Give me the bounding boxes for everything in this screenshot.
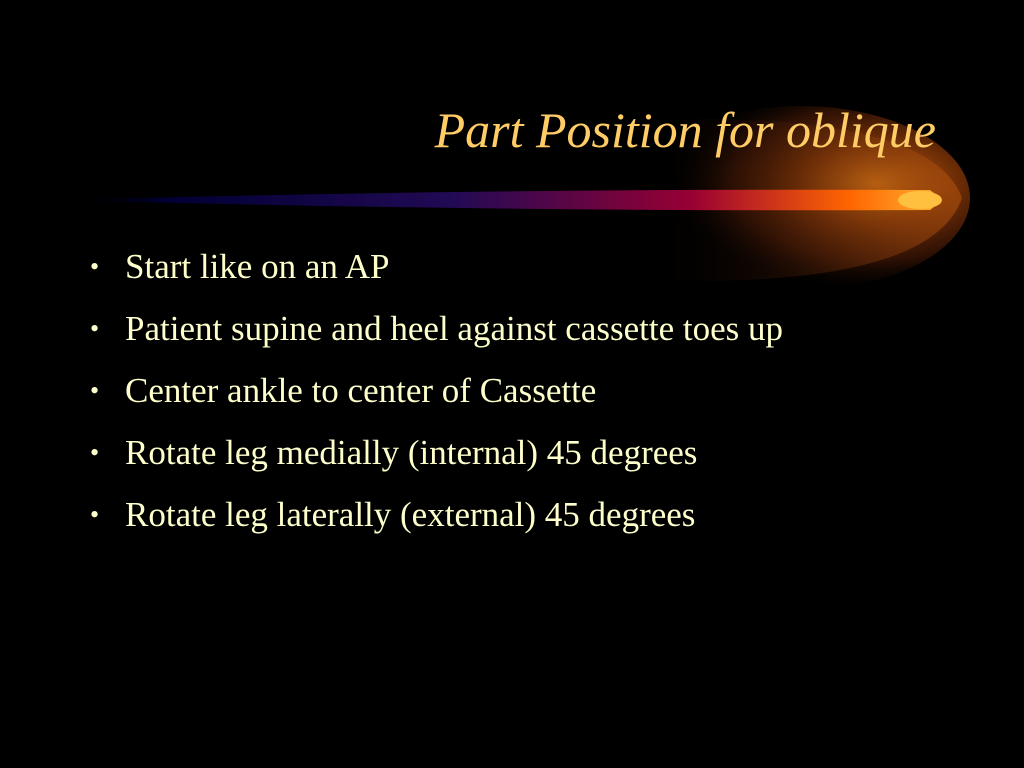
bullet-glyph: • (90, 252, 100, 281)
bullet-item (90, 305, 950, 352)
bullet-item (90, 491, 950, 538)
bullet-glyph: • (90, 500, 100, 529)
bullet-glyph: • (90, 376, 100, 405)
bullet-list (90, 243, 950, 553)
comet-head (898, 191, 942, 209)
bullet-item (90, 367, 950, 414)
bullet-glyph: • (90, 314, 100, 343)
bullet-text: Rotate leg medially (internal) 45 degrees (125, 433, 698, 472)
bullet-text: Patient supine and heel against cassette toes up (125, 309, 784, 348)
slide-title: Part Position for oblique (434, 102, 936, 158)
bullet-text: Start like on an AP (125, 247, 390, 286)
bullet-glyph: • (90, 438, 100, 467)
bullet-item (90, 243, 950, 290)
comet-tail (60, 190, 938, 211)
bullet-item (90, 429, 950, 476)
bullet-text: Rotate leg laterally (external) 45 degrees (125, 495, 696, 534)
bullet-text: Center ankle to center of Cassette (125, 371, 597, 410)
